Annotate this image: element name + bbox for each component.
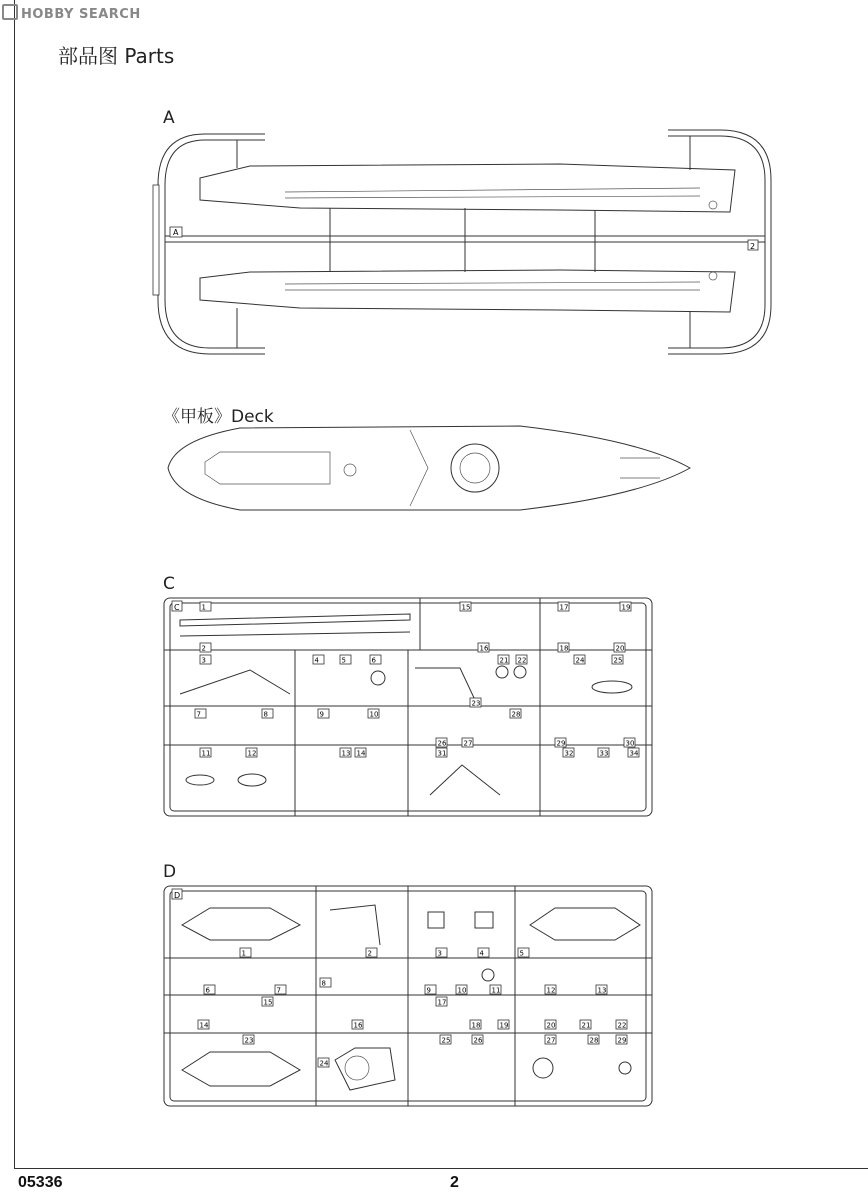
sprue-d-part-number-25: 25 <box>441 1036 451 1045</box>
sprue-d-part-number-18: 18 <box>471 1021 481 1030</box>
sprue-d-part-number-17: 17 <box>437 998 447 1007</box>
sprue-d-part-number-5: 5 <box>519 949 524 958</box>
sprue-d-part-number-14: 14 <box>199 1021 209 1030</box>
section-c-label: C <box>163 574 175 594</box>
sprue-c-part-number-14: 14 <box>356 749 366 758</box>
sprue-d-part-number-16: 16 <box>353 1021 363 1030</box>
sprue-c-part-number-30: 30 <box>625 739 635 748</box>
sprue-c-part-number-6: 6 <box>371 656 376 665</box>
sprue-d-part-number-6: 6 <box>205 986 210 995</box>
sprue-d-part-number-19: 19 <box>499 1021 509 1030</box>
page-title: 部品图 Parts <box>58 44 175 68</box>
sprue-c-part-number-18: 18 <box>559 644 569 653</box>
sprue-d-part-number-7: 7 <box>276 986 281 995</box>
section-deck-label: 《甲板》Deck <box>163 407 274 427</box>
sprue-d-part-number-22: 22 <box>617 1021 627 1030</box>
sprue-c-part-number-21: 21 <box>499 656 509 665</box>
sprue-c-part-number-2: 2 <box>201 644 206 653</box>
sprue-d-part-number-1: 1 <box>241 949 246 958</box>
sprue-c-part-number-13: 13 <box>341 749 351 758</box>
section-a-label: A <box>163 108 175 128</box>
sprue-c-part-number-11: 11 <box>201 749 211 758</box>
sprue-d-part-number-9: 9 <box>426 986 431 995</box>
sprue-c-part-number-16: 16 <box>479 644 489 653</box>
sprue-d-part-number-23: 23 <box>244 1036 254 1045</box>
sprue-d-tag: D <box>174 891 181 900</box>
sprue-c-part-number-7: 7 <box>196 710 201 719</box>
sprue-c-part-number-19: 19 <box>621 603 631 612</box>
sprue-c-part-number-31: 31 <box>437 749 447 758</box>
sprue-c-part-number-23: 23 <box>471 699 481 708</box>
watermark: HOBBY SEARCH <box>2 4 141 22</box>
sprue-d-part-number-3: 3 <box>437 949 442 958</box>
sprue-c-part-number-24: 24 <box>575 656 585 665</box>
sprue-c-part-number-32: 32 <box>564 749 574 758</box>
sprue-c-part-number-34: 34 <box>629 749 639 758</box>
sprue-d-part-number-26: 26 <box>473 1036 483 1045</box>
sprue-c-part-number-26: 26 <box>437 739 447 748</box>
sprue-c-part-number-29: 29 <box>556 739 566 748</box>
sprue-c-part-number-4: 4 <box>314 656 319 665</box>
sprue-c-part-number-1: 1 <box>201 603 206 612</box>
sprue-d-part-number-10: 10 <box>457 986 467 995</box>
sprue-d-part-number-12: 12 <box>546 986 556 995</box>
sprue-d-part-number-21: 21 <box>581 1021 591 1030</box>
sprue-c-part-number-3: 3 <box>201 656 206 665</box>
sprue-c-part-number-22: 22 <box>517 656 527 665</box>
sprue-d-part-number-13: 13 <box>597 986 607 995</box>
sprue-c-part-number-15: 15 <box>461 603 471 612</box>
sprue-d-part-number-29: 29 <box>617 1036 627 1045</box>
sprue-c-part-number-33: 33 <box>599 749 609 758</box>
sprue-a-tag: A <box>173 228 179 237</box>
sprue-c-part-number-9: 9 <box>319 710 324 719</box>
sprue-d-part-number-15: 15 <box>263 998 273 1007</box>
sprue-d-part-number-20: 20 <box>546 1021 556 1030</box>
sprue-c-tag: C <box>174 603 180 612</box>
sprue-c-part-number-27: 27 <box>463 739 473 748</box>
sprue-d-part-numbers <box>198 948 627 1068</box>
sprue-c-part-number-5: 5 <box>341 656 346 665</box>
sprue-d-part-number-27: 27 <box>546 1036 556 1045</box>
section-d-label: D <box>163 862 177 882</box>
sprue-d-part-number-4: 4 <box>479 949 484 958</box>
sprue-c-part-number-25: 25 <box>613 656 623 665</box>
page-number: 2 <box>450 1174 459 1191</box>
sprue-c-part-number-12: 12 <box>247 749 257 758</box>
product-code: 05336 <box>18 1174 63 1191</box>
sprue-c-part-number-28: 28 <box>511 710 521 719</box>
sprue-c-part-number-20: 20 <box>615 644 625 653</box>
sprue-d-part-number-11: 11 <box>491 986 501 995</box>
sprue-d-part-number-24: 24 <box>319 1059 329 1068</box>
sprue-d-part-number-2: 2 <box>367 949 372 958</box>
sprue-d-part-number-28: 28 <box>589 1036 599 1045</box>
sprue-d-part-number-8: 8 <box>321 979 326 988</box>
sprue-c-part-number-10: 10 <box>369 710 379 719</box>
sprue-a-number-tag: 2 <box>750 242 756 251</box>
sprue-c-part-number-8: 8 <box>263 710 268 719</box>
sprue-c-part-number-17: 17 <box>559 603 569 612</box>
